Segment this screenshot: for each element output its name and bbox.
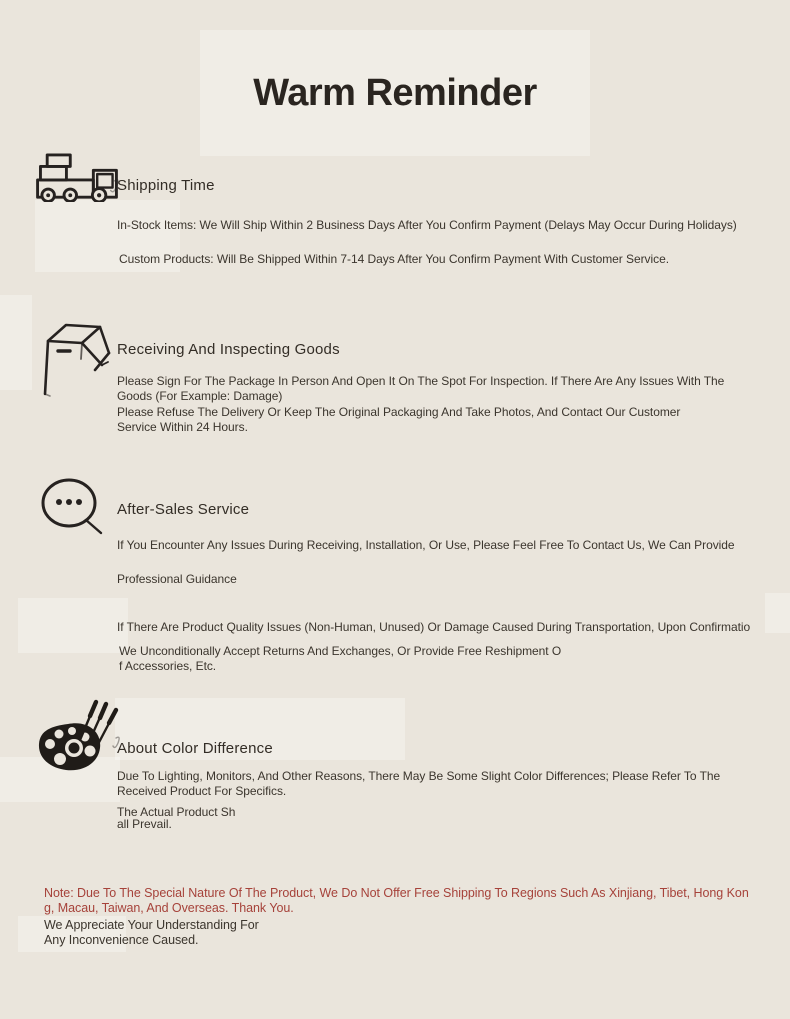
section-heading-after-sales: After-Sales Service <box>117 501 250 518</box>
note-plain-line: We Appreciate Your Understanding For <box>44 918 259 932</box>
section-text-line: Service Within 24 Hours. <box>117 420 248 434</box>
note-red-line: Note: Due To The Special Nature Of The Product, We Do Not Offer Free Shipping To Regions Such As Xinjiang, Tibet, Hong Kon <box>44 886 749 900</box>
section-text-line: If There Are Product Quality Issues (Non-Human, Unused) Or Damage Caused During Transportation, Upon Confirmatio <box>117 620 751 634</box>
background-patch <box>765 593 790 633</box>
section-text-line: Please Refuse The Delivery Or Keep The Original Packaging And Take Photos, And Contact Our Customer <box>117 405 681 419</box>
palette-icon <box>30 696 120 774</box>
section-text-line: In-Stock Items: We Will Ship Within 2 Business Days After You Confirm Payment (Delays May Occur During Holidays) <box>117 218 737 232</box>
truck-icon <box>33 152 121 202</box>
section-text-line: f Accessories, Etc. <box>119 659 217 673</box>
section-text-line: all Prevail. <box>117 817 172 831</box>
section-text-line: The Actual Product Sh <box>117 805 236 819</box>
open-box-icon <box>36 317 112 397</box>
note-red-line: g, Macau, Taiwan, And Overseas. Thank You. <box>44 901 294 915</box>
background-patch <box>18 598 128 653</box>
background-patch <box>0 295 32 390</box>
section-text-line: Goods (For Example: Damage) <box>117 389 283 403</box>
section-text-line: Please Sign For The Package In Person And Open It On The Spot For Inspection. If There Are Any Issues With The <box>117 374 725 388</box>
section-heading-shipping-time: Shipping Time <box>117 177 215 194</box>
chat-bubble-icon <box>38 474 108 542</box>
section-text-line: Custom Products: Will Be Shipped Within 7-14 Days After You Confirm Payment With Customer Service. <box>119 252 669 266</box>
section-text-line: Professional Guidance <box>117 572 237 586</box>
section-text-line: If You Encounter Any Issues During Receiving, Installation, Or Use, Please Feel Free To Contact Us, We Can Provide <box>117 538 735 552</box>
section-heading-color-difference: About Color Difference <box>117 740 273 757</box>
note-plain-line: Any Inconvenience Caused. <box>44 933 199 947</box>
page-title: Warm Reminder <box>253 72 537 114</box>
section-heading-receiving: Receiving And Inspecting Goods <box>117 341 340 358</box>
section-text-line: Due To Lighting, Monitors, And Other Reasons, There May Be Some Slight Color Differences; Please Refer To The <box>117 769 721 783</box>
section-text-line: Received Product For Specifics. <box>117 784 287 798</box>
section-text-line: We Unconditionally Accept Returns And Exchanges, Or Provide Free Reshipment O <box>119 644 562 658</box>
